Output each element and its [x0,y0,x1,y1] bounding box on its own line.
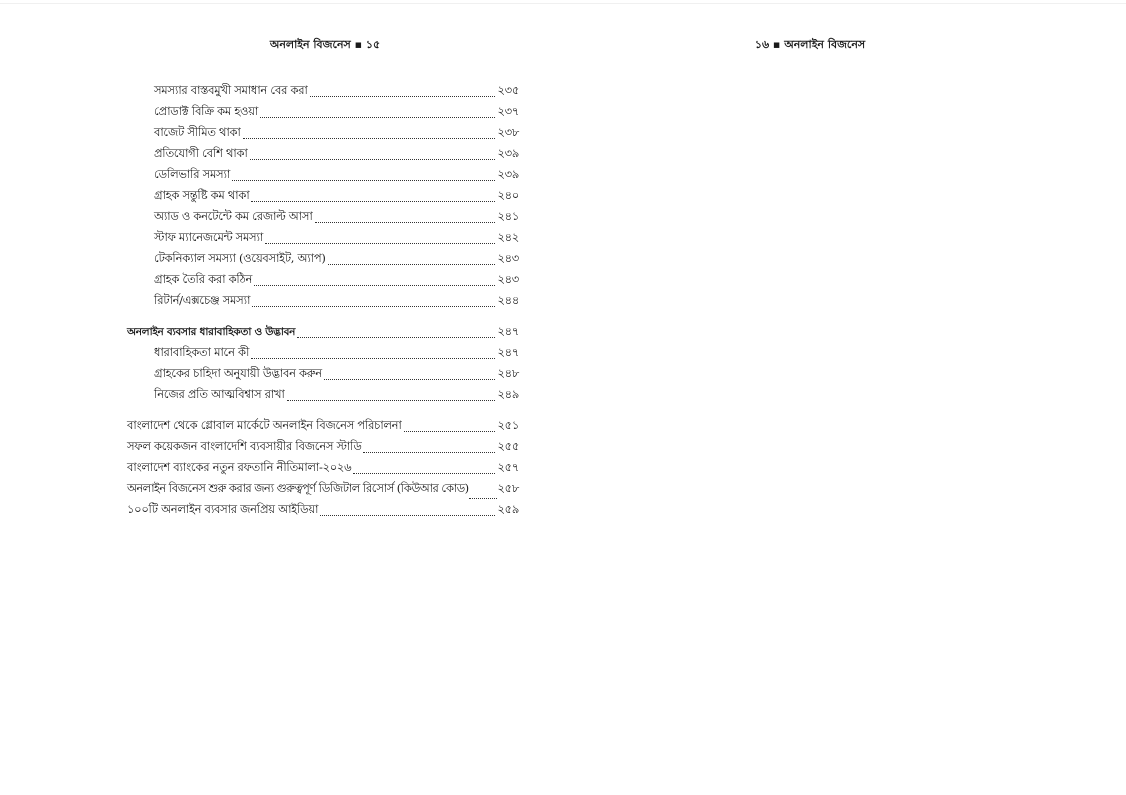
toc-leader-dots [310,96,496,97]
toc-entry-title: রিটার্ন/এক্সচেঞ্জ সমস্যা [154,293,251,307]
toc-entry-page: ২৫৫ [497,439,519,453]
toc-entry-page: ২৪৭ [497,345,519,359]
toc-entry-page: ২৪৭ [497,324,519,338]
toc-leader-dots [404,431,496,432]
running-header-left: অনলাইন বিজনেস ▪ ১৫ [269,38,381,51]
toc-leader-dots [297,337,495,338]
toc-leader-dots [251,358,495,359]
toc-entry-title: অনলাইন বিজনেস শুরু করার জন্য গুরুত্বপূর্ণ ডিজিটাল রিসোর্স (কিউআর কোড) [127,481,469,495]
toc-entry[interactable] [127,185,519,206]
toc-entry-title: ১০০টি অনলাইন ব্যবসার জনপ্রিয় আইডিয়া [127,502,319,516]
toc-leader-dots [328,264,496,265]
toc-entry-page: ২৪৪ [497,293,519,307]
toc-leader-dots [232,180,495,181]
toc-leader-dots [265,243,495,244]
toc-entry[interactable] [127,290,519,311]
toc-entry[interactable] [127,342,519,363]
toc-entry-page: ২৩৯ [497,167,519,181]
toc-entry-page: ২৩৫ [497,83,519,97]
toc-entry-page: ২৪২ [497,230,519,244]
toc-entry[interactable] [127,363,519,384]
toc-entry[interactable] [127,206,519,227]
toc-entry-title: টেকনিক্যাল সমস্যা (ওয়েবসাইট, অ্যাপ) [154,251,326,265]
toc-entry[interactable] [127,478,519,499]
toc-entry-title: ধারাবাহিকতা মানে কী [154,345,250,359]
toc-entry[interactable] [127,457,519,478]
toc-entry[interactable] [127,415,519,436]
toc-entry[interactable] [127,80,519,101]
toc-entry-page: ২৪০ [497,188,519,202]
toc-entry-page: ২৩৯ [497,146,519,160]
toc-leader-dots [324,379,496,380]
toc-entry-page: ২৫৭ [497,460,519,474]
toc-entry-title: অনলাইন ব্যবসার ধারাবাহিকতা ও উদ্ভাবন [127,326,296,338]
toc-entry-title: বাজেট সীমিত থাকা [154,125,241,139]
toc-leader-dots [250,159,496,160]
toc-entry-title: গ্রাহক সন্তুষ্টি কম থাকা [154,188,250,202]
toc-entry-page: ২৪১ [497,209,519,223]
toc-entry-page: ২৪৩ [497,251,519,265]
toc-leader-dots [315,222,496,223]
toc-leader-dots [243,138,496,139]
toc-entry[interactable] [127,499,519,520]
table-of-contents [127,80,519,520]
toc-entry-title: বাংলাদেশ থেকে গ্লোবাল মার্কেটে অনলাইন বিজনেস পরিচালনা [127,418,402,432]
toc-entry[interactable] [127,164,519,185]
toc-entry-title: সমস্যার বাস্তবমুখী সমাধান বের করা [154,83,308,97]
toc-leader-dots [363,452,495,453]
toc-entry-title: গ্রাহক তৈরি করা কঠিন [154,272,253,286]
toc-entry[interactable] [127,248,519,269]
toc-entry[interactable] [127,269,519,290]
toc-entry-title: অ্যাড ও কনটেন্টে কম রেজাল্ট আসা [154,209,313,223]
toc-leader-dots [469,498,498,499]
toc-entry[interactable] [127,143,519,164]
toc-leader-dots [287,400,496,401]
toc-leader-dots [252,306,495,307]
toc-entry-title: স্টাফ ম্যানেজমেন্ট সমস্যা [154,230,264,244]
toc-entry[interactable] [127,384,519,405]
toc-leader-dots [320,515,495,516]
toc-leader-dots [353,473,495,474]
toc-entry-title: গ্রাহকের চাহিদা অনুযায়ী উদ্ভাবন করুন [154,366,322,380]
toc-entry-page: ২৪৮ [497,366,519,380]
toc-entry-title: প্রতিযোগী বেশি থাকা [154,146,248,160]
page-top-rule [0,3,1126,4]
toc-entry-title: সফল কয়েকজন বাংলাদেশি ব্যবসায়ীর বিজনেস স্টাডি [127,439,362,453]
toc-entry-title: নিজের প্রতি আত্মবিশ্বাস রাখা [154,387,285,401]
toc-entry-page: ২৪৩ [497,272,519,286]
toc-entry-page: ২৫৯ [497,502,519,516]
toc-leader-dots [254,285,495,286]
toc-entry-page: ২৪৯ [497,387,519,401]
toc-entry[interactable] [127,122,519,143]
toc-entry-page: ২৫৮ [497,481,519,495]
toc-section-heading[interactable] [127,321,519,342]
toc-entry-title: বাংলাদেশ ব্যাংকের নতুন রফতানি নীতিমালা-২০২৬ [127,460,352,474]
toc-entry-page: ২৩৭ [497,104,519,118]
running-header-right: ১৬ ▪ অনলাইন বিজনেস [754,38,866,51]
toc-entry-title: ডেলিভারি সমস্যা [154,167,231,181]
toc-entry[interactable] [127,436,519,457]
toc-leader-dots [260,117,495,118]
toc-entry-title: প্রোডাক্ট বিক্রি কম হওয়া [154,104,259,118]
toc-entry-page: ২৩৮ [497,125,519,139]
toc-entry[interactable] [127,101,519,122]
toc-entry[interactable] [127,227,519,248]
toc-entry-page: ২৫১ [497,418,519,432]
toc-leader-dots [251,201,495,202]
